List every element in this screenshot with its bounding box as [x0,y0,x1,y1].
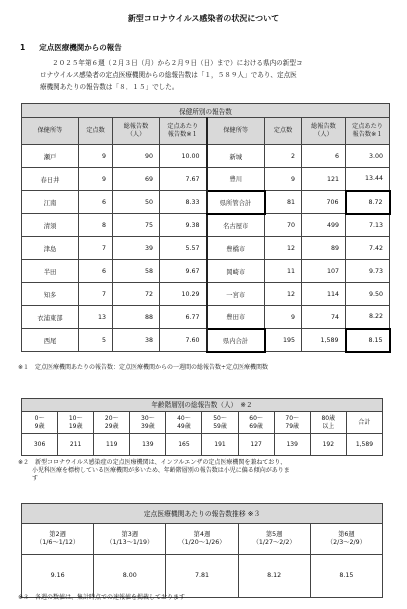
table-cell: 90 [113,145,160,168]
age-group-header: 50～ 59歳 [202,412,238,434]
table-cell: 8.33 [160,191,207,214]
health-center-name: 県所管合計 [207,191,265,214]
table-row [22,306,390,329]
week-value: 9.16 [22,555,94,598]
age-group-value: 306 [22,434,58,456]
table-cell: 8.15 [346,329,390,352]
table-cell: 2 [265,145,302,168]
age-group-value: 139 [274,434,310,456]
table-row [22,329,390,352]
table-cell: 69 [113,168,160,191]
table-cell: 12 [265,283,302,306]
table-row [22,145,390,168]
table-cell: 12 [265,237,302,260]
week-header [238,524,310,555]
footnote-2 [18,459,390,483]
table-cell: 7 [79,283,113,306]
health-center-name: 衣浦東部 [22,306,79,329]
table-cell: 9 [265,168,302,191]
table-cell: 7.67 [160,168,207,191]
age-group-header: 0～ 9歳 [22,412,58,434]
intro-line: ２０２５年第６週（２月３日（月）から２月９日（日）まで）における県内の新型コ [52,59,303,67]
health-center-name: 新城 [207,145,265,168]
table-cell: 499 [302,214,346,237]
table-cell: 6 [79,191,113,214]
age-group-value: 119 [94,434,130,456]
health-center-name: 春日井 [22,168,79,191]
age-group-value: 1,589 [346,434,382,456]
table-cell: 11 [265,260,302,283]
table-cell: 9 [79,168,113,191]
table-cell: 50 [113,191,160,214]
section-title: 定点医療機関からの報告 [39,43,122,52]
week-value: 8.15 [310,555,382,598]
table-cell: 8 [79,214,113,237]
table-row [22,214,390,237]
week-header [166,524,238,555]
health-center-name: 県内合計 [207,329,265,352]
age-group-header: 60～ 69歳 [238,412,274,434]
footnote-line: ※２ 新型コロナウイルス感染症の定点医療機関は、インフルエンザの定点医療機関を兼ねており、 [18,459,287,466]
table-row [22,283,390,306]
column-header: 総報告数 （人） [302,118,346,145]
table-cell: 6 [302,145,346,168]
health-center-name: 豊田市 [207,306,265,329]
age-group-header: 10～ 19歳 [58,412,94,434]
section-heading [20,42,136,53]
table-cell: 10.29 [160,283,207,306]
week-value: 7.81 [166,555,238,598]
table-cell: 107 [302,260,346,283]
document-title: 新型コロナウイルス感染者の状況について [127,14,280,23]
table-cell: 58 [113,260,160,283]
week-label: 第2週 [49,531,66,538]
table-cell: 3.00 [346,145,390,168]
health-center-name: 瀬戸 [22,145,79,168]
table-cell: 74 [302,306,346,329]
table-row [22,260,390,283]
health-center-name: 半田 [22,260,79,283]
intro-paragraph [40,57,390,93]
column-header: 保健所等 [22,118,79,145]
table-cell: 72 [113,283,160,306]
age-group-value: 211 [58,434,94,456]
table-cell: 5.57 [160,237,207,260]
table-cell: 6 [79,260,113,283]
intro-line: 療機関あたりの報告数は「８．１５」でした。 [40,83,179,91]
column-header: 定点数 [265,118,302,145]
week-range: （1/27～2/2） [252,539,296,546]
week-range: （1/6～1/12） [36,539,80,546]
table-cell: 7.13 [346,214,390,237]
table-cell: 13.44 [346,168,390,191]
table-cell: 8.72 [346,191,390,214]
section-number: 1 [20,43,26,52]
table-caption: 年齢階層別の総報告数（人） ※２ [22,399,383,412]
table-caption: 定点医療機関あたりの報告数推移 ※３ [22,504,383,524]
health-center-name: 西尾 [22,329,79,352]
table-cell: 89 [302,237,346,260]
week-range: （1/20～1/26） [178,539,226,546]
table-cell: 7.42 [346,237,390,260]
table-cell: 7.60 [160,329,207,352]
table-caption: 保健所別の報告数 [22,104,390,118]
column-header: 定点数 [79,118,113,145]
table-cell: 114 [302,283,346,306]
table-cell: 121 [302,168,346,191]
age-group-header: 80歳 以上 [310,412,346,434]
health-center-name: 知多 [22,283,79,306]
week-value: 8.12 [238,555,310,598]
health-center-name: 津島 [22,237,79,260]
health-center-name: 豊川 [207,168,265,191]
footnote-line: 小児科医療を標榜している医療機関が多いため、年齢階層別の報告数は小児に偏る傾向がありま [32,467,290,474]
health-center-name: 名古屋市 [207,214,265,237]
table-cell: 75 [113,214,160,237]
health-center-report-table [21,103,391,353]
age-group-header: 30～ 39歳 [130,412,166,434]
table-cell: 9.73 [346,260,390,283]
week-label: 第6週 [338,531,355,538]
table-cell: 195 [265,329,302,352]
health-center-name: 一宮市 [207,283,265,306]
week-label: 第4週 [193,531,211,538]
table-cell: 7 [79,237,113,260]
health-center-name: 清須 [22,214,79,237]
intro-line: ロナウイルス感染者の定点医療機関からの総報告数は「１，５８９人」であり、定点医 [40,71,297,79]
age-group-header: 20～ 29歳 [94,412,130,434]
table-cell: 706 [302,191,346,214]
column-header: 定点あたり 報告数※１ [160,118,207,145]
health-center-name: 岡崎市 [207,260,265,283]
table-cell: 38 [113,329,160,352]
table-cell: 39 [113,237,160,260]
age-group-header: 合計 [346,412,382,434]
table-cell: 8.22 [346,306,390,329]
table-row [22,237,390,260]
week-range: （2/3～2/9） [326,539,366,546]
age-group-header: 40～ 49歳 [166,412,202,434]
table-row [22,168,390,191]
week-label: 第3週 [121,531,139,538]
week-header [310,524,382,555]
table-cell: 5 [79,329,113,352]
column-header: 総報告数 （人） [113,118,160,145]
table-cell: 70 [265,214,302,237]
table-cell: 9 [265,306,302,329]
table-cell: 10.00 [160,145,207,168]
weekly-trend-table [21,503,383,598]
week-header [22,524,94,555]
age-group-value: 165 [166,434,202,456]
column-header: 保健所等 [207,118,265,145]
week-range: （1/13～1/19） [106,539,154,546]
footnote-1: ※１ 定点医療機関あたりの報告数：定点医療機関からの一週間の総報告数÷定点医療機関数 [18,364,269,371]
health-center-name: 豊橋市 [207,237,265,260]
footnote-3: ※３ 各週の数値は、集計時点での速報値を掲載しております [18,594,186,601]
age-group-table [21,398,383,456]
week-label: 第5週 [265,531,283,538]
age-group-value: 127 [238,434,274,456]
table-cell: 9.38 [160,214,207,237]
age-group-value: 191 [202,434,238,456]
table-cell: 1,589 [302,329,346,352]
table-cell: 81 [265,191,302,214]
table-cell: 9.50 [346,283,390,306]
table-cell: 13 [79,306,113,329]
week-header [94,524,166,555]
table-row [22,191,390,214]
age-group-value: 192 [310,434,346,456]
table-cell: 6.77 [160,306,207,329]
week-value: 8.00 [94,555,166,598]
age-group-header: 70～ 79歳 [274,412,310,434]
table-cell: 9 [79,145,113,168]
table-cell: 9.67 [160,260,207,283]
age-group-value: 139 [130,434,166,456]
footnote-line: す [32,475,39,482]
health-center-name: 江南 [22,191,79,214]
table-cell: 88 [113,306,160,329]
column-header: 定点あたり 報告数※１ [346,118,390,145]
